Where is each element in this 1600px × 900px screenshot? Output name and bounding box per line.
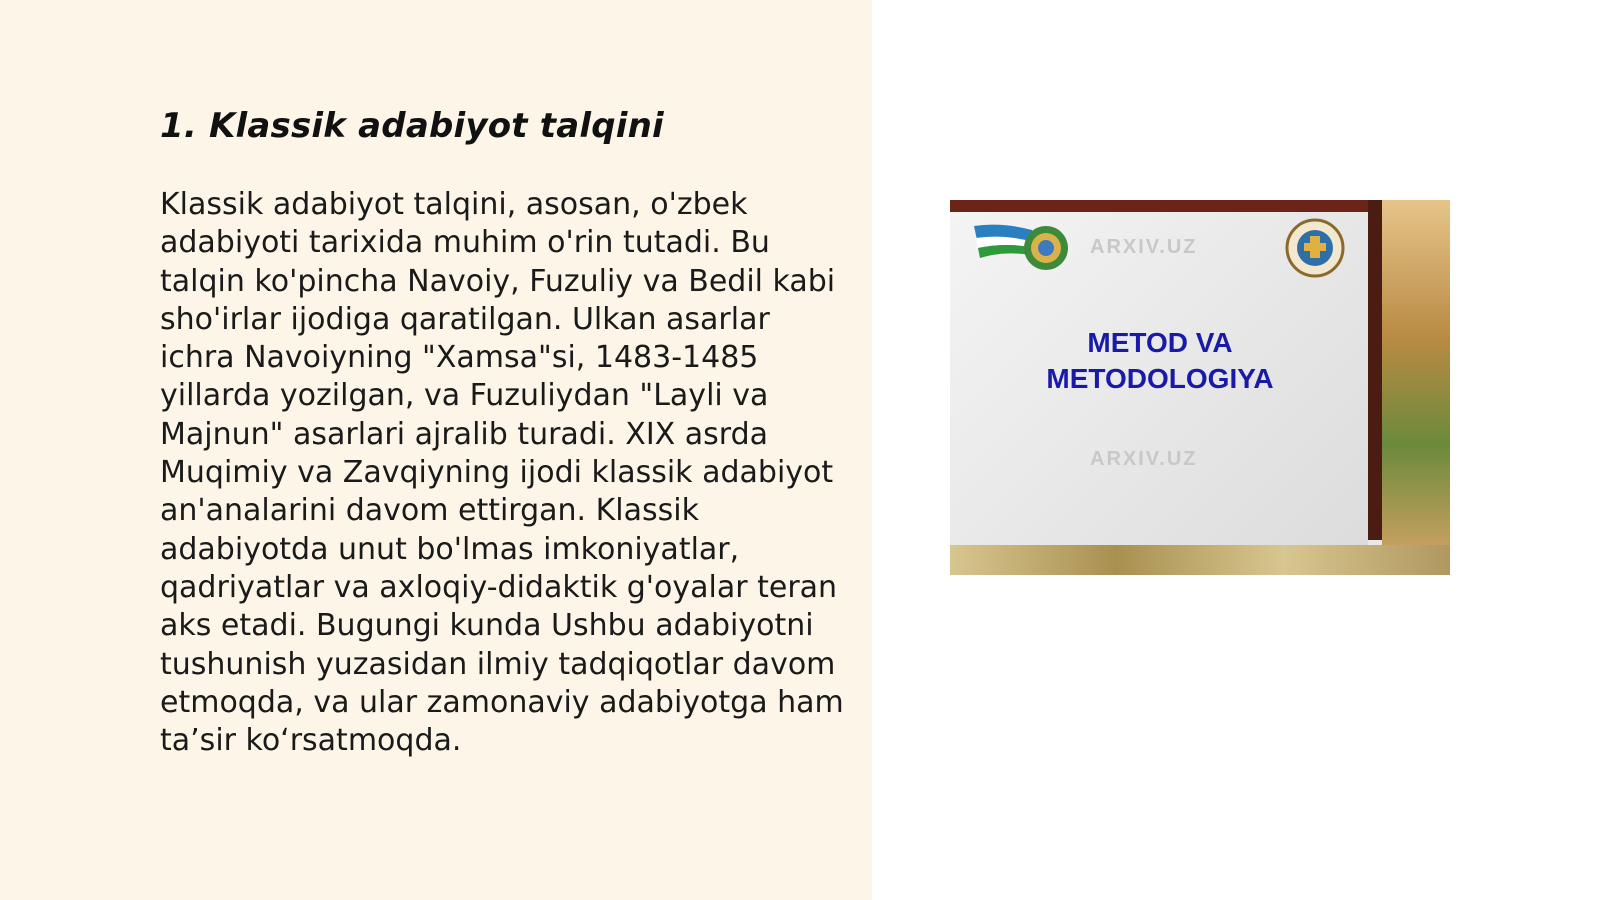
image-frame-top [950, 200, 1380, 212]
image-bottom-strip [950, 545, 1450, 575]
image-title-line-1: METOD VA [1087, 327, 1233, 358]
slide-body-text: Klassik adabiyot talqini, asosan, o'zbek adabiyoti tarixida muhim o'rin tutadi. Bu talqin ko'pincha Navoiy, Fuzuliy va Bedil kabi sho'irlar ijodiga qaratilgan. Ulkan asarlar ichra Navoiyning "Xamsa"si, 1483-1485 yillarda yozilgan, va Fuzuliydan "Layli va Majnun" asarlari ajralib turadi. XIX asrda Muqimiy va Zavqiyning ijodi klassik adabiyot an'analarini davom ettirgan. Klassik adabiyotda unut bo'lmas imkoniyatlar, qadriyatlar va axloqiy-didaktik g'oyalar teran aks etadi. Bugungi kunda Ushbu adabiyotni tushunish yuzasidan ilmiy tadqiqotlar davom etmoqda, va ular zamonaviy adabiyotga ham ta’sir ko‘rsatmoqda. [160, 187, 844, 759]
watermark-bottom: ARXIV.UZ [1090, 448, 1198, 470]
watermark-top: ARXIV.UZ [1090, 236, 1198, 258]
image-title-line-2: METODOLOGIYA [1046, 363, 1274, 394]
flag-emblem-icon [972, 220, 1082, 280]
university-emblem-icon [1285, 218, 1345, 278]
slide-heading: 1. Klassik adabiyot talqini [160, 106, 664, 146]
slide-image [950, 200, 1450, 575]
image-board-edge [1368, 200, 1382, 540]
image-decoration [1382, 200, 1450, 550]
image-title [1010, 325, 1310, 397]
